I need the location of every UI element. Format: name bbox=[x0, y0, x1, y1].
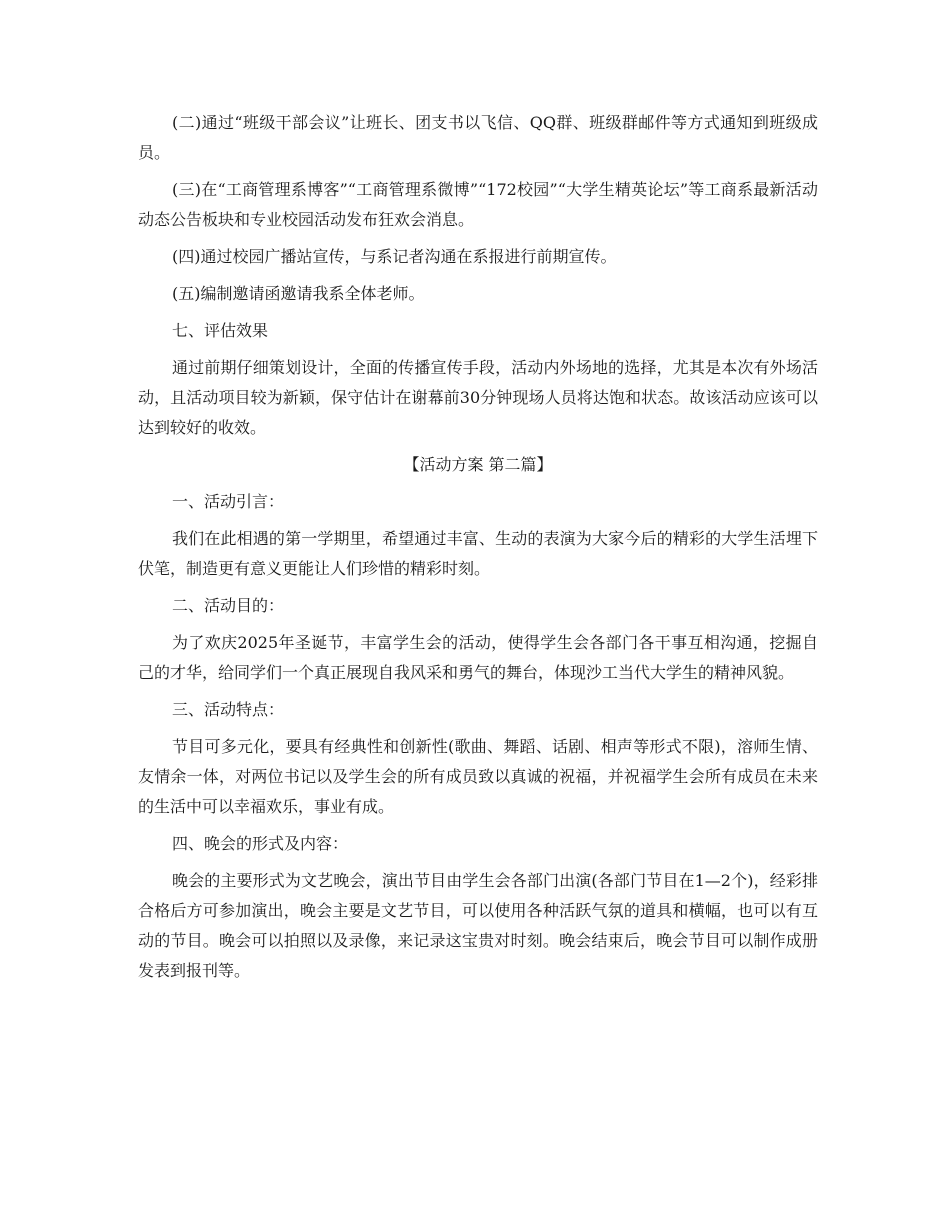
para-publicity-2: (二)通过“班级干部会议”让班长、团支书以飞信、QQ群、班级群邮件等方式通知到班级成员。 bbox=[138, 113, 818, 162]
heading-introduction: 一、活动引言： bbox=[172, 492, 285, 511]
para-format: 晚会的主要形式为文艺晚会，演出节目由学生会各部门出演(各部门节目在1—2个)，经彩排合格后方可参加演出，晚会主要是文艺节目，可以使用各种活跃气氛的道具和横幅，也可以有互动的节目。晚会可以拍照以及录像，来记录这宝贵对时刻。晚会结束后，晚会节目可以制作成册发表到报刊等。 bbox=[138, 871, 818, 980]
heading-format: 四、晚会的形式及内容： bbox=[172, 834, 349, 853]
para-evaluation: 通过前期仔细策划设计，全面的传播宣传手段，活动内外场地的选择，尤其是本次有外场活动，且活动项目较为新颖，保守估计在谢幕前30分钟现场人员将达饱和状态。故该活动应该可以达到较好的收效。 bbox=[138, 358, 818, 437]
heading-purpose: 二、活动目的： bbox=[172, 596, 285, 615]
para-introduction: 我们在此相遇的第一学期里，希望通过丰富、生动的表演为大家今后的精彩的大学生活埋下伏笔，制造更有意义更能让人们珍惜的精彩时刻。 bbox=[138, 529, 818, 578]
heading-features: 三、活动特点： bbox=[172, 700, 285, 719]
heading-evaluation: 七、评估效果 bbox=[172, 321, 269, 340]
para-publicity-5: (五)编制邀请函邀请我系全体老师。 bbox=[172, 284, 425, 303]
para-features: 节目可多元化，要具有经典性和创新性(歌曲、舞蹈、话剧、相声等形式不限)，溶师生情、友情余一体，对两位书记以及学生会的所有成员致以真诚的祝福，并祝福学生会所有成员在未来的生活中可以幸福欢乐，事业有成。 bbox=[138, 737, 818, 816]
section-title-plan-2: 【活动方案 第二篇】 bbox=[403, 455, 553, 474]
para-purpose: 为了欢庆2025年圣诞节，丰富学生会的活动，使得学生会各部门各干事互相沟通，挖掘自己的才华，给同学们一个真正展现自我风采和勇气的舞台，体现沙工当代大学生的精神风貌。 bbox=[138, 633, 818, 682]
para-publicity-4: (四)通过校园广播站宣传，与系记者沟通在系报进行前期宣传。 bbox=[172, 247, 617, 266]
document-body bbox=[138, 108, 818, 993]
para-publicity-3: (三)在“工商管理系博客”“工商管理系微博”“172校园”“大学生精英论坛”等工商系最新活动动态公告板块和专业校园活动发布狂欢会消息。 bbox=[138, 180, 818, 229]
